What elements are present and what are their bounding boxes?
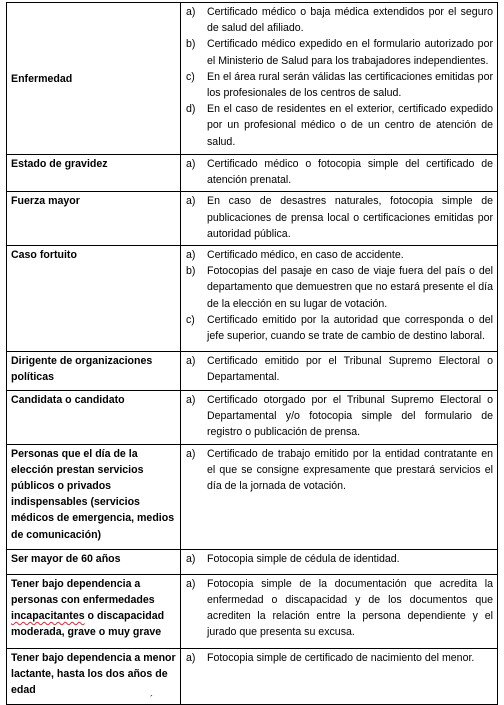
category-cell: Dirigente de organizaciones políticas — [7, 352, 181, 391]
category-cell: Candidata o candidato — [7, 391, 181, 445]
table-row — [7, 246, 498, 352]
list-item: b) Fotocopias del pasaje en caso de viaje fuera del país o del departamento que demuestren que no estará presente el día de la elección en su lugar de votación. — [186, 265, 493, 310]
list-item: c) En el área rural serán válidas las certificaciones emitidas por los profesionales de los centros de salud. — [186, 70, 493, 100]
list-item: a) Certificado emitido por el Tribunal Supremo Electoral o Departamental. — [186, 355, 493, 384]
table-row — [7, 391, 498, 445]
list-item: a) Certificado otorgado por el Tribunal Supremo Electoral o Departamental y/o fotocopia simple del formulario de registro o publicación de prensa. — [186, 394, 493, 439]
table-row — [7, 444, 498, 549]
list-item: d) En el caso de residentes en el exterior, certificado expedido por un profesional médico o de un centro de atención de salud. — [186, 103, 493, 148]
requirements-cell — [181, 648, 498, 704]
category-cell: Tener bajo dependencia a personas con enfermedades incapacitantes o discapacidad moderada, grave o muy grave — [7, 574, 181, 648]
category-cell: Ser mayor de 60 años — [7, 549, 181, 574]
category-cell: Personas que el día de la elección prestan servicios públicos o privados indispensables (servicios médicos de emergencia, medios de comunicación) — [7, 444, 181, 549]
table-row — [7, 3, 498, 155]
requirements-cell — [181, 391, 498, 445]
category-cell: Fuerza mayor — [7, 192, 181, 246]
category-cell: Enfermedad — [7, 3, 181, 155]
category-cell: Tener bajo dependencia a menor lactante, hasta los dos años de edad — [7, 648, 181, 704]
list-item: b) Certificado médico expedido en el formulario autorizado por el Ministerio de Salud para los trabajadores independientes. — [186, 38, 493, 67]
list-item: a) Fotocopia simple de certificado de nacimiento del menor. — [186, 651, 475, 664]
list-item: a) Certificado de trabajo emitido por la entidad contratante en el que se consigne expresamente que prestará servicios el día de la jornada de votación. — [186, 447, 493, 493]
list-item: a) En caso de desastres naturales, fotocopia simple de publicaciones de prensa local o certificaciones emitidas por autoridad pública. — [186, 195, 493, 240]
requirements-cell — [181, 246, 498, 352]
requirements-cell — [181, 549, 498, 574]
requirements-cell — [181, 574, 498, 648]
requirements-cell — [181, 3, 498, 155]
table-row — [7, 352, 498, 391]
list-item: a) Fotocopia simple de la documentación que acredita la enfermedad o discapacidad y de los documentos que acrediten la relación entre la persona dependiente y el jurado que presenta su excusa. — [186, 577, 493, 639]
list-item: a) Certificado médico o fotocopia simple del certificado de atención prenatal. — [186, 158, 493, 187]
list-item: a) Certificado médico, en caso de accidente. — [186, 249, 404, 262]
list-item: a) Certificado médico o baja médica extendidos por el seguro de salud del afiliado. — [186, 6, 493, 35]
excuse-requirements-table — [6, 2, 498, 705]
footer-mark: ´ — [150, 694, 153, 704]
requirements-cell — [181, 444, 498, 549]
table-row — [7, 155, 498, 192]
spellcheck-underlined-word: incapacitantes — [11, 610, 85, 623]
document-page — [6, 2, 498, 705]
table-row — [7, 648, 498, 704]
requirements-cell — [181, 155, 498, 192]
table-row — [7, 192, 498, 246]
list-item: c) Certificado emitido por la autoridad que corresponda o del jefe superior, cuando se trate de cambio de destino laboral. — [186, 313, 493, 343]
table-row — [7, 549, 498, 574]
category-cell: Estado de gravidez — [7, 155, 181, 192]
requirements-cell — [181, 352, 498, 391]
table-row — [7, 574, 498, 648]
list-item: a) Fotocopia simple de cédula de identidad. — [186, 552, 400, 565]
requirements-cell — [181, 192, 498, 246]
category-cell: Caso fortuito — [7, 246, 181, 352]
